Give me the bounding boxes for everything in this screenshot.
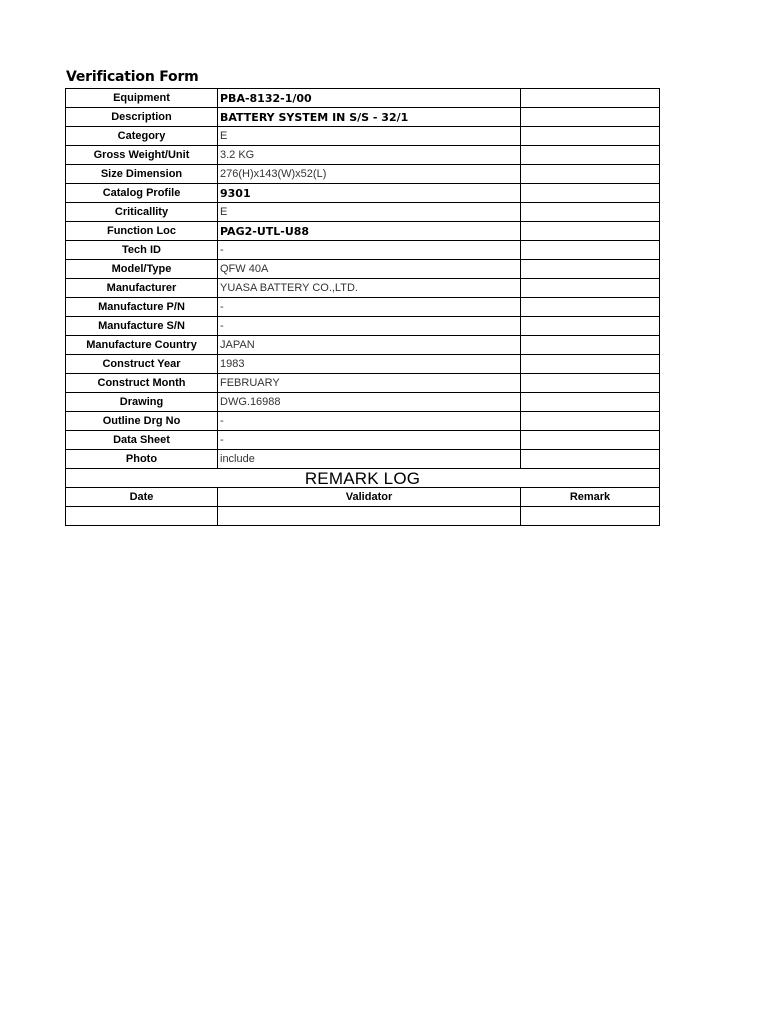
field-extra-cell[interactable] (521, 260, 660, 279)
field-value: BATTERY SYSTEM IN S/S - 32/1 (218, 108, 521, 127)
detail-row (66, 146, 660, 165)
field-extra-cell[interactable] (521, 393, 660, 412)
detail-row (66, 203, 660, 222)
field-label: Outline Drg No (66, 412, 218, 431)
field-label: Category (66, 127, 218, 146)
field-label: Description (66, 108, 218, 127)
field-extra-cell[interactable] (521, 317, 660, 336)
field-value: - (218, 241, 521, 260)
remark-log-entry-row (66, 507, 660, 526)
detail-row (66, 108, 660, 127)
field-label: Model/Type (66, 260, 218, 279)
remark-log-section (66, 469, 660, 526)
field-label: Function Loc (66, 222, 218, 241)
field-value: E (218, 203, 521, 222)
field-value: 9301 (218, 184, 521, 203)
field-label: Equipment (66, 89, 218, 108)
field-label: Construct Month (66, 374, 218, 393)
field-label: Size Dimension (66, 165, 218, 184)
column-header-date: Date (66, 488, 218, 507)
field-extra-cell[interactable] (521, 279, 660, 298)
detail-row (66, 374, 660, 393)
field-extra-cell[interactable] (521, 374, 660, 393)
field-extra-cell[interactable] (521, 355, 660, 374)
field-extra-cell[interactable] (521, 450, 660, 469)
field-value: 1983 (218, 355, 521, 374)
detail-row (66, 317, 660, 336)
field-value: - (218, 431, 521, 450)
field-extra-cell[interactable] (521, 89, 660, 108)
field-extra-cell[interactable] (521, 431, 660, 450)
detail-row (66, 127, 660, 146)
field-value: - (218, 298, 521, 317)
field-value: PBA-8132-1/00 (218, 89, 521, 108)
remark-validator-cell[interactable] (218, 507, 521, 526)
verification-table (65, 88, 660, 526)
remark-log-title-row (66, 469, 660, 488)
field-extra-cell[interactable] (521, 241, 660, 260)
detail-row (66, 222, 660, 241)
field-value: YUASA BATTERY CO.,LTD. (218, 279, 521, 298)
field-value: - (218, 412, 521, 431)
detail-row (66, 89, 660, 108)
detail-row (66, 241, 660, 260)
field-extra-cell[interactable] (521, 412, 660, 431)
detail-row (66, 260, 660, 279)
field-value: PAG2-UTL-U88 (218, 222, 521, 241)
field-extra-cell[interactable] (521, 222, 660, 241)
field-value: QFW 40A (218, 260, 521, 279)
field-label: Manufacturer (66, 279, 218, 298)
field-label: Drawing (66, 393, 218, 412)
field-value: - (218, 317, 521, 336)
detail-row (66, 184, 660, 203)
field-label: Catalog Profile (66, 184, 218, 203)
field-label: Construct Year (66, 355, 218, 374)
detail-row (66, 165, 660, 184)
remark-date-cell[interactable] (66, 507, 218, 526)
detail-row (66, 450, 660, 469)
field-extra-cell[interactable] (521, 184, 660, 203)
field-value: JAPAN (218, 336, 521, 355)
field-label: Manufacture P/N (66, 298, 218, 317)
field-extra-cell[interactable] (521, 165, 660, 184)
field-extra-cell[interactable] (521, 127, 660, 146)
field-value: 3.2 KG (218, 146, 521, 165)
field-value: 276(H)x143(W)x52(L) (218, 165, 521, 184)
field-label: Criticallity (66, 203, 218, 222)
remark-remark-cell[interactable] (521, 507, 660, 526)
field-value: E (218, 127, 521, 146)
column-header-validator: Validator (218, 488, 521, 507)
detail-row (66, 279, 660, 298)
field-label: Manufacture Country (66, 336, 218, 355)
field-value: include (218, 450, 521, 469)
detail-row (66, 412, 660, 431)
field-extra-cell[interactable] (521, 336, 660, 355)
column-header-remark: Remark (521, 488, 660, 507)
detail-row (66, 431, 660, 450)
field-extra-cell[interactable] (521, 298, 660, 317)
detail-row (66, 355, 660, 374)
remark-log-title: REMARK LOG (66, 469, 660, 488)
field-extra-cell[interactable] (521, 146, 660, 165)
field-label: Gross Weight/Unit (66, 146, 218, 165)
field-label: Data Sheet (66, 431, 218, 450)
form-title: Verification Form (66, 69, 199, 85)
field-label: Manufacture S/N (66, 317, 218, 336)
detail-rows (66, 89, 660, 469)
field-value: FEBRUARY (218, 374, 521, 393)
field-label: Photo (66, 450, 218, 469)
field-extra-cell[interactable] (521, 108, 660, 127)
detail-row (66, 393, 660, 412)
field-value: DWG.16988 (218, 393, 521, 412)
remark-log-header-row (66, 488, 660, 507)
field-extra-cell[interactable] (521, 203, 660, 222)
detail-row (66, 298, 660, 317)
detail-row (66, 336, 660, 355)
field-label: Tech ID (66, 241, 218, 260)
